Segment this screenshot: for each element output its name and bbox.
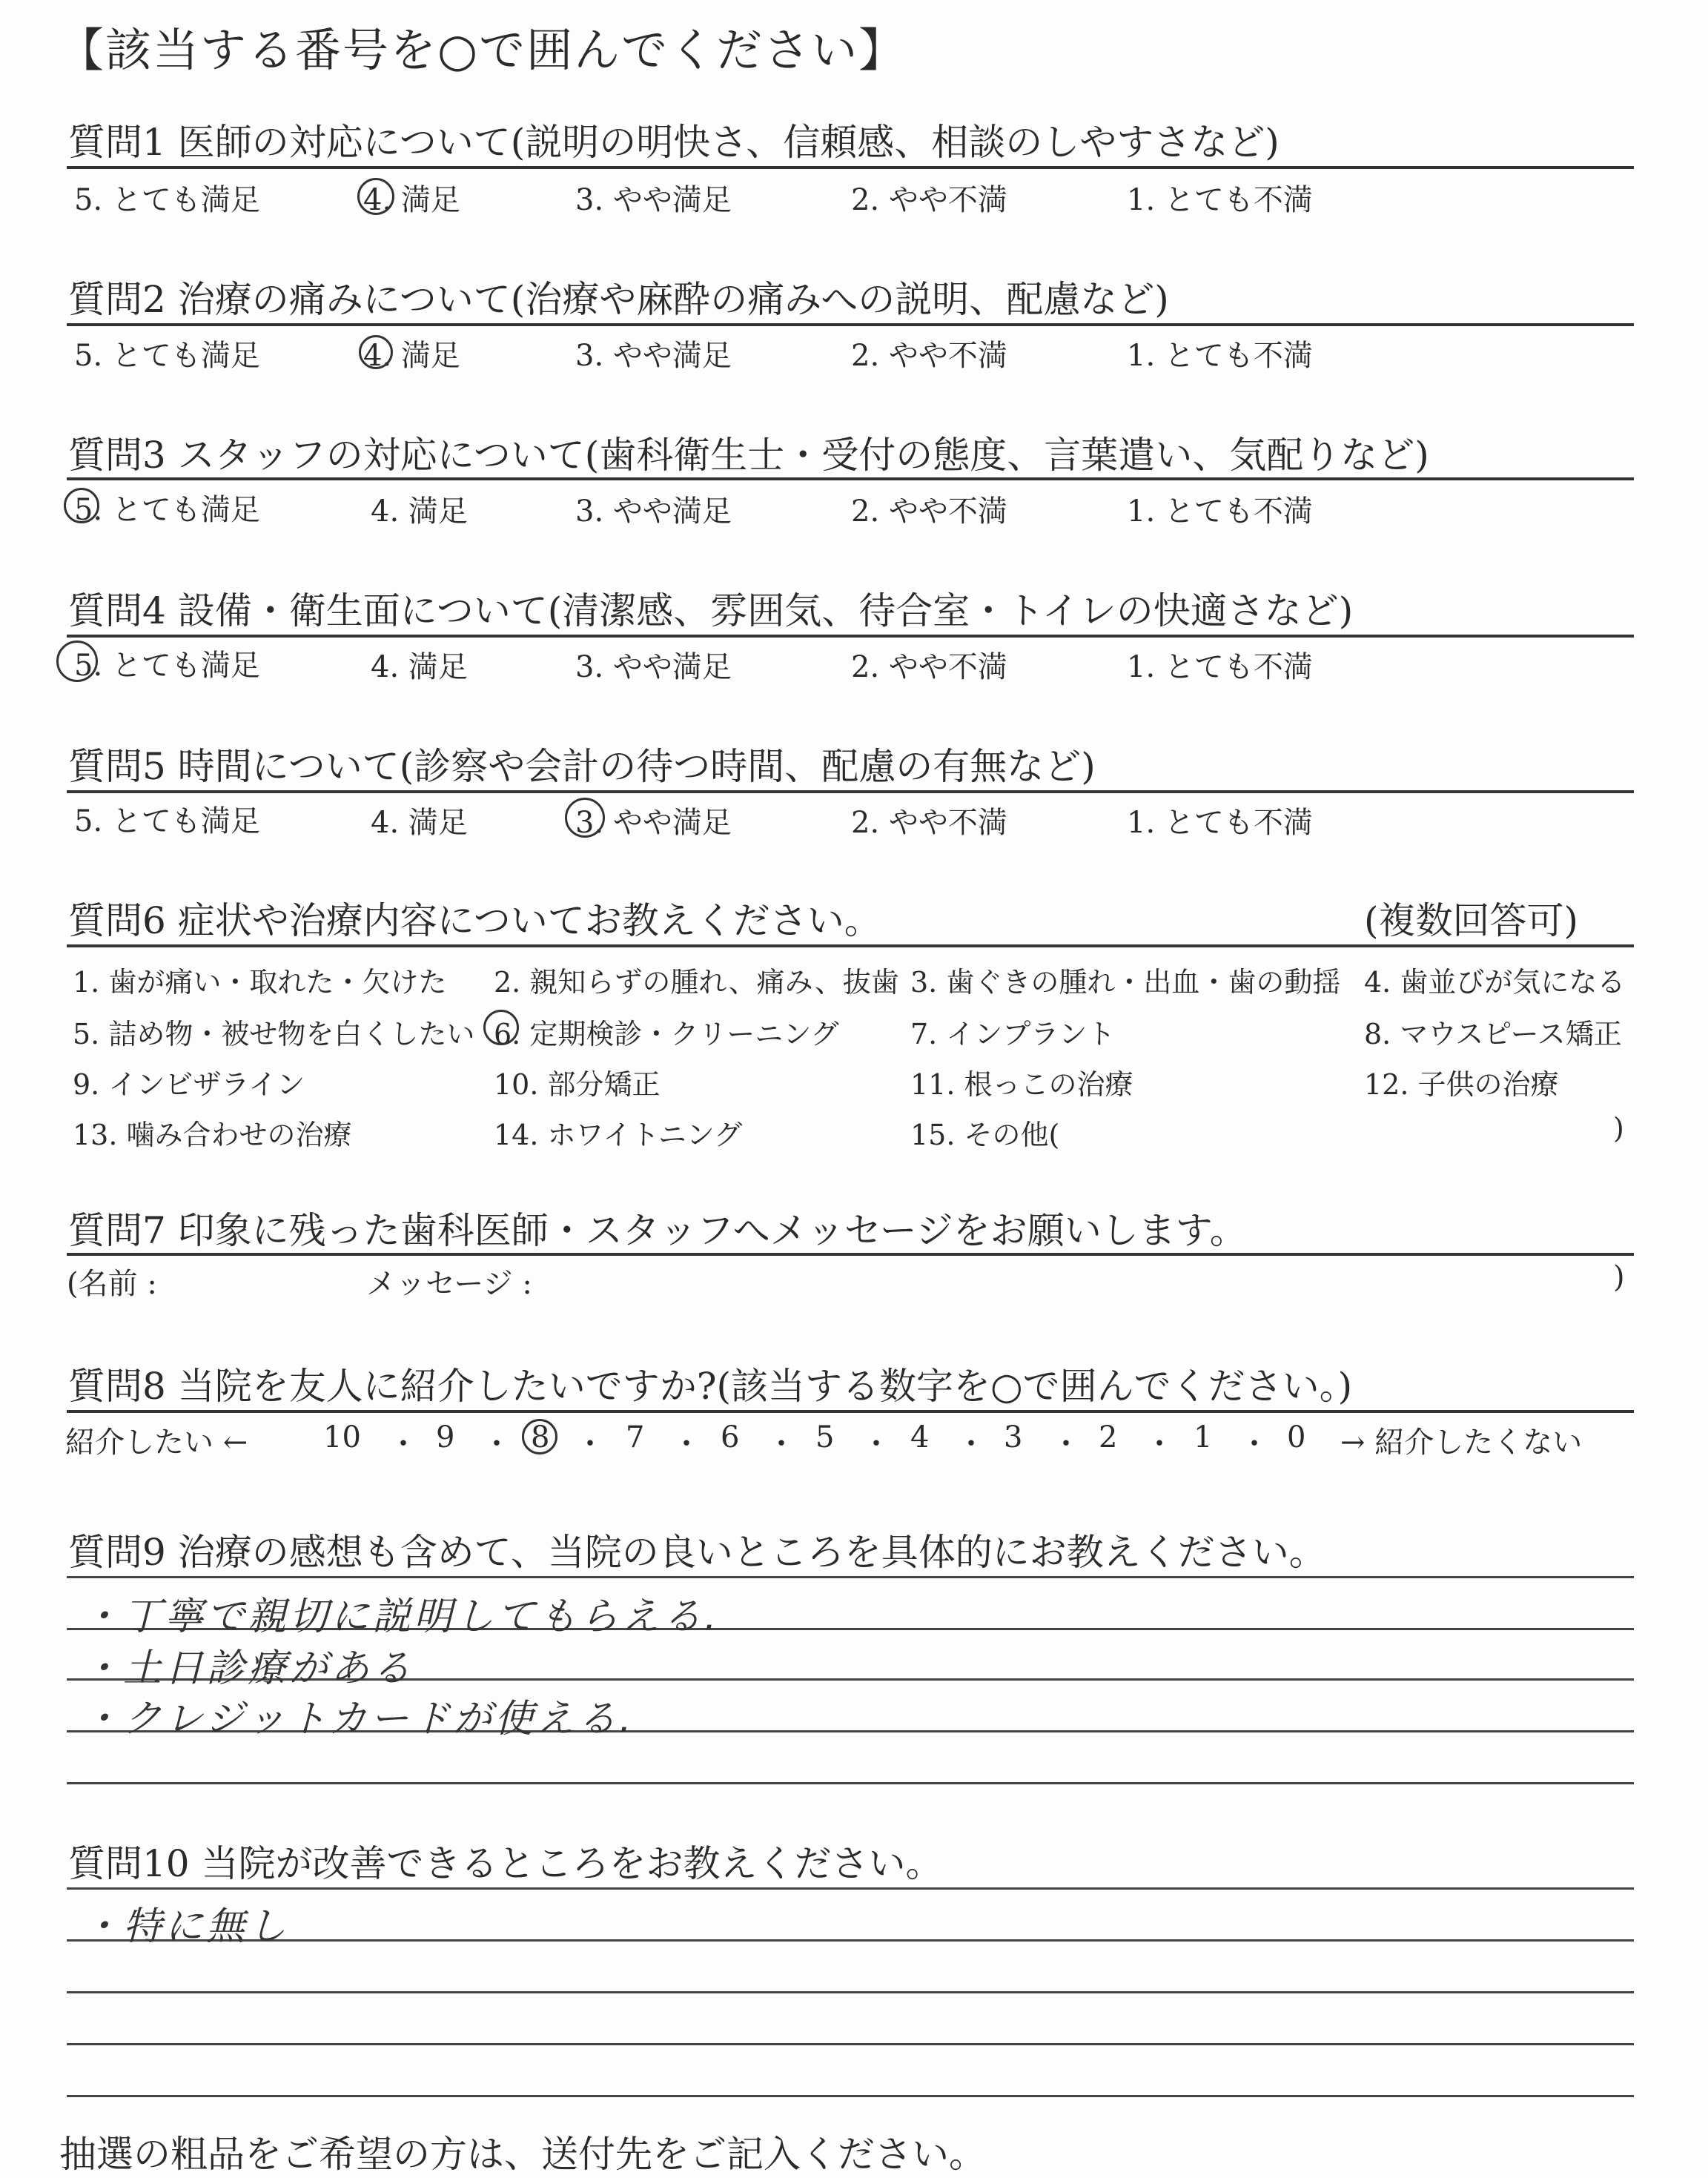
q8-scale-dot: ・: [1239, 1427, 1269, 1461]
q5-option-3[interactable]: 3. やや満足: [575, 806, 732, 840]
q4-option-1[interactable]: 1. とても不満: [1127, 650, 1313, 684]
q1-option-3[interactable]: 3. やや満足: [575, 183, 732, 217]
question-4-title: 質問4 設備・衛生面について(清潔感、雰囲気、待合室・トイレの快適さなど): [68, 589, 1354, 632]
q4-option-2[interactable]: 2. やや不満: [851, 650, 1007, 684]
q10-line-4: [67, 2043, 1634, 2045]
q3-option-4[interactable]: 4. 満足: [371, 494, 468, 529]
q2-option-1[interactable]: 1. とても不満: [1127, 339, 1313, 373]
q8-scale-1[interactable]: 1: [1194, 1420, 1213, 1454]
q1-option-4[interactable]: 4. 満足: [363, 183, 460, 217]
q8-scale-9[interactable]: 9: [436, 1420, 455, 1454]
footer-note: 抽選の粗品をご希望の方は、送付先をご記入ください。: [59, 2133, 986, 2176]
q6-option-1[interactable]: 1. 歯が痛い・取れた・欠けた: [73, 966, 447, 999]
q8-scale-dot: ・: [1145, 1427, 1174, 1461]
q6-option-12[interactable]: 12. 子供の治療: [1364, 1068, 1559, 1101]
q8-scale-4[interactable]: 4: [910, 1420, 930, 1454]
question-3-rule: [67, 477, 1634, 480]
q8-scale-dot: ・: [388, 1427, 418, 1461]
q10-answer-1: ・特に無し: [82, 1904, 290, 1949]
question-10-title: 質問10 当院が改善できるところをお教えください。: [68, 1842, 943, 1885]
q5-option-5[interactable]: 5. とても満足: [74, 804, 260, 838]
question-9-title: 質問9 治療の感想も含めて、当院の良いところを具体的にお教えください。: [68, 1531, 1326, 1574]
q6-option-14[interactable]: 14. ホワイトニング: [494, 1119, 743, 1151]
question-3-title: 質問3 スタッフの対応について(歯科衛生士・受付の態度、言葉遣い、気配りなど): [68, 434, 1429, 477]
q10-line-1: [67, 1887, 1634, 1890]
q5-option-4[interactable]: 4. 満足: [371, 806, 468, 840]
q3-option-3[interactable]: 3. やや満足: [575, 494, 732, 529]
q3-option-2[interactable]: 2. やや不満: [851, 494, 1007, 529]
q1-option-1[interactable]: 1. とても不満: [1127, 183, 1313, 217]
question-5-title: 質問5 時間について(診察や会計の待つ時間、配慮の有無など): [68, 745, 1096, 788]
q2-option-3[interactable]: 3. やや満足: [575, 339, 732, 373]
q6-option-4[interactable]: 4. 歯並びが気になる: [1364, 966, 1626, 999]
q9-line-5: [67, 1782, 1634, 1784]
q1-option-2[interactable]: 2. やや不満: [851, 183, 1007, 217]
q7-name-label: (名前 :: [67, 1267, 157, 1301]
question-5-rule: [67, 790, 1634, 793]
q2-option-2[interactable]: 2. やや不満: [851, 339, 1007, 373]
q6-option-11[interactable]: 11. 根っこの治療: [910, 1068, 1133, 1101]
q6-option-5[interactable]: 5. 詰め物・被せ物を白くしたい: [73, 1018, 475, 1050]
q4-option-4[interactable]: 4. 満足: [371, 650, 468, 684]
q7-close-paren: ): [1613, 1260, 1625, 1294]
page-title: 【該当する番号を○で囲んでください】: [58, 23, 907, 77]
q6-option-3[interactable]: 3. 歯ぐきの腫れ・出血・歯の動揺: [910, 966, 1341, 999]
q6-option-15[interactable]: 15. その他(: [910, 1119, 1060, 1151]
q2-option-5[interactable]: 5. とても満足: [74, 339, 260, 373]
q8-scale-dot: ・: [1051, 1427, 1081, 1461]
q8-scale-dot: ・: [575, 1427, 605, 1461]
q9-answer-2: ・土日診療がある: [82, 1646, 414, 1691]
q5-option-1[interactable]: 1. とても不満: [1127, 806, 1313, 840]
q9-line-1: [67, 1576, 1634, 1578]
q10-line-2: [67, 1939, 1634, 1942]
q8-scale-dot: ・: [672, 1427, 701, 1461]
q8-left-label: 紹介したい ←: [65, 1426, 248, 1460]
q8-scale-dot: ・: [861, 1427, 891, 1461]
q8-scale-8[interactable]: 8: [531, 1420, 550, 1454]
question-2-title: 質問2 治療の痛みについて(治療や麻酔の痛みへの説明、配慮など): [68, 278, 1169, 321]
q4-option-5[interactable]: 5. とても満足: [74, 649, 260, 683]
q7-message-label: メッセージ :: [366, 1267, 532, 1301]
q6-option-8[interactable]: 8. マウスピース矯正: [1364, 1018, 1622, 1050]
question-6-note: (複数回答可): [1364, 899, 1579, 942]
q6-option-10[interactable]: 10. 部分矯正: [494, 1068, 661, 1101]
question-7-title: 質問7 印象に残った歯科医師・スタッフへメッセージをお願いします。: [68, 1209, 1247, 1252]
q3-option-5[interactable]: 5. とても満足: [74, 493, 260, 527]
question-7-rule: [67, 1253, 1634, 1256]
q2-option-4[interactable]: 4. 満足: [363, 339, 460, 373]
q6-option-9[interactable]: 9. インビザライン: [73, 1068, 305, 1101]
q6-option-7[interactable]: 7. インプラント: [910, 1018, 1116, 1050]
q5-option-2[interactable]: 2. やや不満: [851, 806, 1007, 840]
q8-scale-10[interactable]: 10: [323, 1420, 361, 1454]
q8-scale-dot: ・: [482, 1427, 512, 1461]
q6-option-2[interactable]: 2. 親知らずの腫れ、痛み、抜歯: [494, 966, 899, 999]
q8-scale-0[interactable]: 0: [1287, 1420, 1306, 1454]
q8-right-label: → 紹介したくない: [1340, 1426, 1583, 1460]
q6-option-13[interactable]: 13. 噛み合わせの治療: [73, 1119, 352, 1151]
q8-scale-dot: ・: [767, 1427, 796, 1461]
question-1-title: 質問1 医師の対応について(説明の明快さ、信頼感、相談のしやすさなど): [68, 121, 1280, 164]
question-4-rule: [67, 635, 1634, 638]
q8-scale-7[interactable]: 7: [626, 1420, 645, 1454]
q8-scale-dot: ・: [956, 1427, 986, 1461]
q1-option-5[interactable]: 5. とても満足: [74, 183, 260, 217]
question-2-rule: [67, 323, 1634, 326]
q8-scale-3[interactable]: 3: [1004, 1420, 1023, 1454]
q9-answer-3: ・クレジットカードが使える.: [82, 1697, 635, 1741]
q6-option-6[interactable]: 6. 定期検診・クリーニング: [494, 1018, 839, 1050]
q3-option-1[interactable]: 1. とても不満: [1127, 494, 1313, 529]
question-8-title: 質問8 当院を友人に紹介したいですか?(該当する数字を○で囲んでください。): [68, 1365, 1353, 1408]
question-6-rule: [67, 944, 1634, 947]
q6-option-15-close: ): [1613, 1112, 1624, 1145]
question-8-rule: [67, 1410, 1634, 1413]
q4-option-3[interactable]: 3. やや満足: [575, 650, 732, 684]
q10-line-3: [67, 1991, 1634, 1993]
q10-line-5: [67, 2095, 1634, 2097]
q9-answer-1: ・丁寧で親切に説明してもらえる.: [82, 1595, 720, 1639]
q8-scale-2[interactable]: 2: [1099, 1420, 1118, 1454]
question-1-rule: [67, 166, 1634, 169]
q8-scale-6[interactable]: 6: [721, 1420, 740, 1454]
question-6-title: 質問6 症状や治療内容についてお教えください。: [68, 899, 881, 942]
q8-scale-5[interactable]: 5: [815, 1420, 835, 1454]
